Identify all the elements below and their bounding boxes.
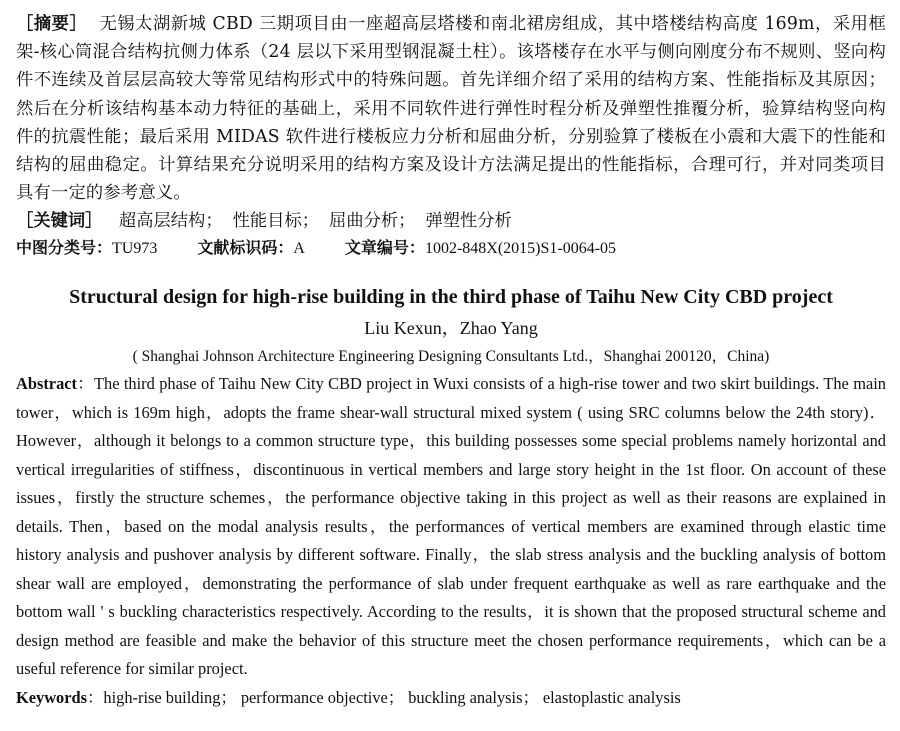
en-abstract-paragraph xyxy=(16,370,886,684)
paper-page xyxy=(16,10,886,712)
cn-keywords-label: ［关键词］ xyxy=(16,211,103,232)
en-keywords-label: Keywords xyxy=(16,687,88,707)
en-title: Structural design for high-rise building in the third phase of Taihu New City CBD project xyxy=(69,286,833,309)
article-no-label: 文章编号： xyxy=(344,238,425,258)
clc-value: TU973 xyxy=(112,240,158,258)
clc-label: 中图分类号： xyxy=(16,238,113,258)
doc-code-value: A xyxy=(293,240,305,258)
en-keywords-line xyxy=(16,684,886,712)
en-keyword: performance objective； xyxy=(240,687,405,707)
en-abstract-text: The third phase of Taihu New City CBD project in Wuxi consists of a high-rise tower and two skirt buildings. The main tower，which is 169m high，adopts the frame shear-wall structural mixed system ( using SRC columns below the 24th story)．However，although it belongs to a common structure type，this building possesses some special problems namely horizontal and vertical irregularities of stiffness，discontinuous in vertical members and large story height in the 1st floor. On account of these issues，firstly the structure schemes，the performance objective taking in this project as well as their reasons are explained in details. Then，based on the modal analysis results，the performances of vertical members are examined through elastic time history analysis and pushover analysis by different software. Finally，the slab stress analysis and the buckling analysis of bottom shear wall are employed，demonstrating the performance of slab under frequent earthquake as well as rare earthquake and the bottom wall ' s buckling characteristics respectively. According to the results，it is shown that the proposed structural scheme and design method are feasible and make the behavior of this structure meet the chosen performance requirements，which can be a useful reference for similar project. xyxy=(16,374,887,679)
classification-line xyxy=(16,235,886,262)
cn-keyword: 性能目标； xyxy=(232,211,320,232)
cn-keyword: 超高层结构； xyxy=(118,211,223,232)
en-keyword: buckling analysis； xyxy=(408,687,539,707)
en-authors: Liu Kexun，Zhao Yang xyxy=(364,318,538,339)
article-no-value: 1002-848X(2015)S1-0064-05 xyxy=(424,240,617,258)
en-keywords-colon: ： xyxy=(87,687,104,707)
en-abstract-colon: ： xyxy=(77,374,94,394)
en-keyword: elastoplastic analysis xyxy=(542,687,681,707)
en-abstract-label: Abstract xyxy=(16,374,77,394)
cn-abstract-paragraph xyxy=(16,10,886,207)
en-keyword: high-rise building； xyxy=(103,687,237,707)
cn-keyword: 弹塑性分析 xyxy=(425,211,512,232)
en-affiliation: ( Shanghai Johnson Architecture Engineering Designing Consultants Ltd.，Shanghai 200120，China) xyxy=(132,348,770,366)
cn-abstract-text: 无锡太湖新城 CBD 三期项目由一座超高层塔楼和南北裙房组成，其中塔楼结构高度 169m，采用框架-核心筒混合结构抗侧力体系（24 层以下采用型钢混凝土柱）。该塔楼存在水平与侧向刚度分布不规则、竖向构件不连续及首层层高较大等常见结构形式中的特殊问题。首先详细介绍了采用的结构方案、性能指标及其原因；然后在分析该结构基本动力特征的基础上，采用不同软件进行弹性时程分析及弹塑性推覆分析，验算结构竖向构件的抗震性能；最后采用 MIDAS 软件进行楼板应力分析和屈曲分析，分别验算了楼板在小震和大震下的性能和结构的屈曲稳定。计算结果充分说明采用的结构方案及设计方法满足提出的性能指标，合理可行，并对同类项目具有一定的参考意义。 xyxy=(16,14,886,204)
cn-abstract-label: ［摘要］ xyxy=(16,14,88,34)
cn-keywords-line xyxy=(16,207,886,235)
cn-keyword: 屈曲分析； xyxy=(329,211,416,232)
doc-code-label: 文献标识码： xyxy=(197,238,294,258)
